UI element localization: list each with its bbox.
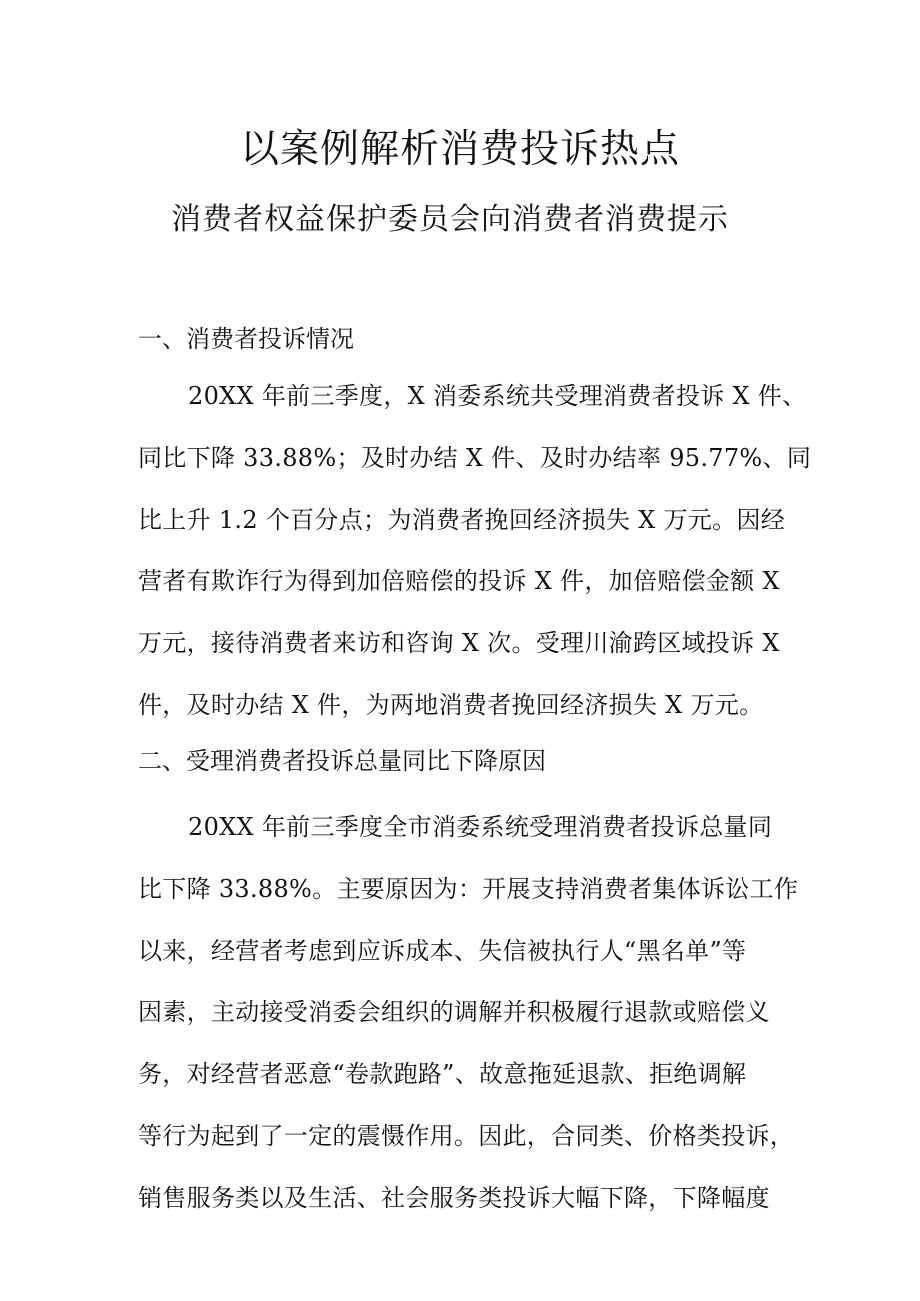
paragraph-line: 20XX 年前三季度，X 消委系统共受理消费者投诉 X 件、 bbox=[188, 382, 807, 410]
section-1-heading: 一、消费者投诉情况 bbox=[138, 325, 354, 353]
section-2-heading: 二、受理消费者投诉总量同比下降原因 bbox=[138, 747, 546, 775]
paragraph-line: 同比下降 33.88%；及时办结 X 件、及时办结率 95.77%、同 bbox=[138, 443, 812, 472]
paragraph-line: 比上升 1.2 个百分点；为消费者挽回经济损失 X 万元。因经 bbox=[138, 505, 786, 534]
paragraph-line: 以来，经营者考虑到应诉成本、失信被执行人“黑名单”等 bbox=[138, 936, 747, 965]
document-title: 以案例解析消费投诉热点 bbox=[239, 127, 680, 172]
paragraph-line: 务，对经营者恶意“卷款跑路”、故意拖延退款、拒绝调解 bbox=[138, 1060, 747, 1089]
paragraph-line: 营者有欺诈行为得到加倍赔偿的投诉 X 件，加倍赔偿金额 X bbox=[138, 567, 780, 596]
paragraph-line: 等行为起到了一定的震慑作用。因此，合同类、价格类投诉， bbox=[138, 1121, 795, 1150]
paragraph-line: 20XX 年前三季度全市消委系统受理消费者投诉总量同 bbox=[188, 813, 773, 841]
paragraph-line: 比下降 33.88%。主要原因为：开展支持消费者集体诉讼工作 bbox=[138, 874, 799, 903]
paragraph-line: 万元，接待消费者来访和咨询 X 次。受理川渝跨区域投诉 X bbox=[138, 629, 780, 658]
paragraph-line: 件，及时办结 X 件，为两地消费者挽回经济损失 X 万元。 bbox=[138, 690, 764, 719]
document-subtitle: 消费者权益保护委员会向消费者消费提示 bbox=[171, 202, 729, 237]
section-1-paragraph bbox=[138, 366, 812, 737]
paragraph-line: 销售服务类以及生活、社会服务类投诉大幅下降，下降幅度 bbox=[138, 1183, 770, 1212]
section-2-paragraph bbox=[138, 797, 799, 1230]
paragraph-line: 因素，主动接受消委会组织的调解并积极履行退款或赔偿义 bbox=[138, 998, 770, 1027]
